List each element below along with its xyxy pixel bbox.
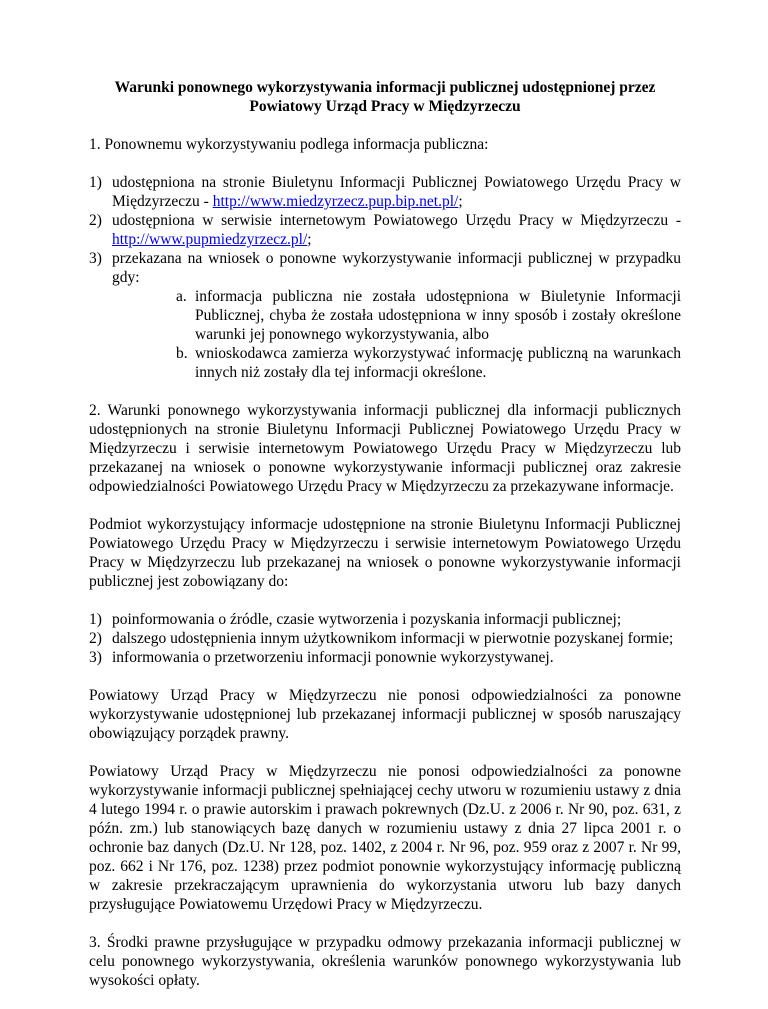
list-item-text: przekazana na wniosek o ponowne wykorzystywanie informacji publicznej w przypadku gdy: xyxy=(112,250,681,286)
sub-list-item xyxy=(112,287,681,344)
list-item xyxy=(89,610,681,629)
sub-list xyxy=(112,287,681,382)
list-marker: 1) xyxy=(89,174,102,191)
section-2-paragraph-1: 2. Warunki ponownego wykorzystywania informacji publicznej dla informacji publicznych udostępnionych na stronie Biuletynu Informacji Publicznej Powiatowego Urzędu Pracy w Międzyrzeczu i serwisie internetowym Powiatowego Urzędu Pracy w Międzyrzeczu lub przekazanej na wniosek o ponowne wykorzystywanie informacji publicznej oraz zakresie odpowiedzialności Powiatowego Urzędu Pracy w Międzyrzeczu za przekazywane informacje. xyxy=(89,402,681,495)
section-3-paragraph-1: 3. Środki prawne przysługujące w przypadku odmowy przekazania informacji publicznej w celu ponownego wykorzystywania, określenia warunków ponownego wykorzystywania lub wysokości opłaty. xyxy=(89,934,681,989)
sub-list-item-text: informacja publiczna nie została udostępniona w Biuletynie Informacji Publicznej, chyba że została udostępniona w inny sposób i zostały określone warunki jej ponownego wykorzystywania, albo xyxy=(195,288,681,343)
title-line-2: Powiatowy Urząd Pracy w Międzyrzeczu xyxy=(249,98,521,115)
sub-list-marker: a. xyxy=(176,288,187,305)
bip-link[interactable]: http://www.miedzyrzecz.pup.bip.net.pl/ xyxy=(212,193,459,210)
document-page xyxy=(89,78,681,1009)
section-2-list xyxy=(89,610,681,667)
list-item xyxy=(89,648,681,667)
section-2-paragraph-3: Powiatowy Urząd Pracy w Międzyrzeczu nie ponosi odpowiedzialności za ponowne wykorzystywanie udostępnionej lub przekazanej informacji publicznej w sposób naruszający obowiązujący porządek prawny. xyxy=(89,687,681,742)
sub-list-marker: b. xyxy=(176,345,188,362)
list-item-text: dalszego udostępnienia innym użytkownikom informacji w pierwotnie pozyskanej formie; xyxy=(112,630,674,647)
list-marker: 2) xyxy=(89,630,102,647)
section-1-list xyxy=(89,173,681,382)
list-item xyxy=(89,629,681,648)
section-2-paragraph-4: Powiatowy Urząd Pracy w Międzyrzeczu nie ponosi odpowiedzialności za ponowne wykorzystywanie informacji publicznej spełniającej cechy utworu w rozumieniu ustawy z dnia 4 lutego 1994 r. o prawie autorskim i prawach pokrewnych (Dz.U. z 2006 r. Nr 90, poz. 631, z późn. zm.) lub stanowiących bazę danych w rozumieniu ustawy z dnia 27 lipca 2001 r. o ochronie baz danych (Dz.U. Nr 128, poz. 1402, z 2004 r. Nr 96, poz. 959 oraz z 2007 r. Nr 99, poz. 662 i Nr 176, poz. 1238) przez podmiot ponownie wykorzystujący informację publiczną w zakresie przekraczającym uprawnienia do wykorzystania utworu lub bazy danych przysługujące Powiatowemu Urzędowi Pracy w Międzyrzeczu. xyxy=(89,763,681,913)
website-link[interactable]: http://www.pupmiedzyrzecz.pl/ xyxy=(112,231,308,248)
list-item xyxy=(89,249,681,382)
sub-list-item xyxy=(112,344,681,382)
list-marker: 2) xyxy=(89,212,102,229)
list-item-text: udostępniona na stronie Biuletynu Informacji Publicznej Powiatowego Urzędu Pracy w Międzyrzeczu - xyxy=(112,174,681,210)
list-item-punct: ; xyxy=(458,193,463,210)
list-item-text: poinformowania o źródle, czasie wytworzenia i pozyskania informacji publicznej; xyxy=(112,611,622,628)
section-1-heading: 1. Ponownemu wykorzystywaniu podlega informacja publiczna: xyxy=(89,136,489,153)
section-2-paragraph-2: Podmiot wykorzystujący informacje udostępnione na stronie Biuletynu Informacji Publicznej Powiatowego Urzędu Pracy w Międzyrzeczu i serwisie internetowym Powiatowego Urzędu Pracy w Międzyrzeczu lub przekazanej na wniosek o ponowne wykorzystywanie informacji publicznej jest zobowiązany do: xyxy=(89,516,681,590)
document-title xyxy=(89,78,681,116)
list-item xyxy=(89,211,681,249)
list-marker: 1) xyxy=(89,611,102,628)
title-line-1: Warunki ponownego wykorzystywania informacji publicznej udostępnionej przez xyxy=(114,79,656,96)
list-marker: 3) xyxy=(89,250,102,267)
list-item-punct: ; xyxy=(307,231,312,248)
sub-list-item-text: wnioskodawca zamierza wykorzystywać informację publiczną na warunkach innych niż zostały dla tej informacji określone. xyxy=(195,345,681,381)
list-item-text: udostępniona w serwisie internetowym Powiatowego Urzędu Pracy w Międzyrzeczu - xyxy=(112,212,681,229)
list-item-text: informowania o przetworzeniu informacji ponownie wykorzystywanej. xyxy=(112,649,554,666)
list-item xyxy=(89,173,681,211)
list-marker: 3) xyxy=(89,649,102,666)
